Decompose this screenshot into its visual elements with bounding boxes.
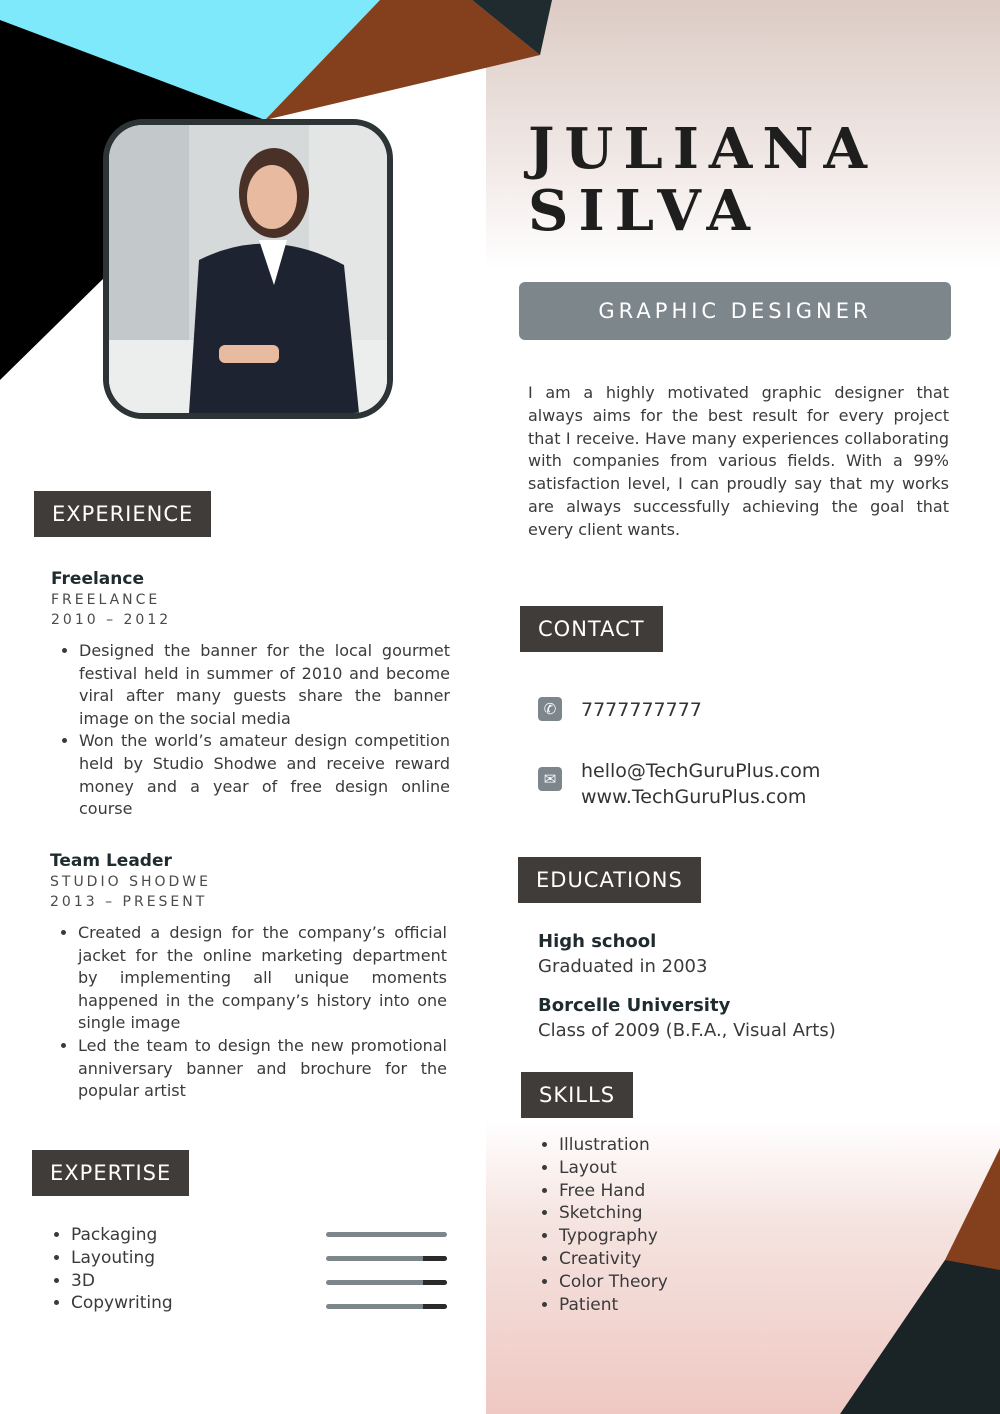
- mail-icon: ✉: [538, 767, 562, 791]
- expertise-level-fill: [423, 1304, 447, 1309]
- contact-heading: CONTACT: [520, 606, 663, 652]
- expertise-item: • Packaging: [71, 1224, 173, 1247]
- job-point: • Led the team to design the new promotional anniversary banner and brochure for the popular artist: [78, 1035, 447, 1103]
- skill-item: • Layout: [559, 1157, 668, 1180]
- experience-entry: [51, 568, 450, 821]
- contact-phone: [538, 697, 702, 723]
- expertise-level-bar: [326, 1232, 447, 1237]
- expertise-list: [51, 1224, 173, 1315]
- educations-heading: EDUCATIONS: [518, 857, 701, 903]
- phone-number: 7777777777: [581, 699, 702, 721]
- skill-item: • Free Hand: [559, 1180, 668, 1203]
- expertise-level-fill: [423, 1256, 447, 1261]
- skill-item: • Color Theory: [559, 1271, 668, 1294]
- expertise-item: • 3D: [71, 1270, 173, 1293]
- expertise-level-fill: [423, 1280, 447, 1285]
- education-detail: Class of 2009 (B.F.A., Visual Arts): [538, 1020, 836, 1041]
- experience-entry: [50, 850, 447, 1103]
- job-title: Team Leader: [50, 851, 172, 871]
- job-points: [51, 640, 450, 821]
- skill-item: • Illustration: [559, 1134, 668, 1157]
- skills-heading: SKILLS: [521, 1072, 633, 1118]
- dark-corner-shape: [840, 1260, 1000, 1414]
- profile-photo: [103, 119, 393, 419]
- job-points: [50, 922, 447, 1103]
- job-company: FREELANCE: [51, 592, 161, 608]
- last-name: SILVA: [528, 178, 760, 244]
- job-point: • Created a design for the company’s official jacket for the online marketing department by implementing all unique moments happened in the company’s history into one single image: [78, 922, 447, 1035]
- school-name: Borcelle University: [538, 995, 731, 1016]
- phone-icon: ✆: [538, 697, 562, 721]
- experience-heading: EXPERIENCE: [34, 491, 211, 537]
- brown-corner-shape: [945, 1148, 1000, 1280]
- job-role-banner: GRAPHIC DESIGNER: [519, 282, 951, 340]
- first-name: JULIANA: [528, 116, 877, 182]
- expertise-level-bar: [326, 1256, 447, 1261]
- skill-item: • Sketching: [559, 1202, 668, 1225]
- bottom-decoration: [840, 1140, 1000, 1414]
- expertise-item: • Layouting: [71, 1247, 173, 1270]
- job-period: 2013 – PRESENT: [50, 894, 208, 910]
- job-point: • Designed the banner for the local gourmet festival held in summer of 2010 and become viral after many guests share the banner image on the social media: [79, 640, 450, 730]
- skill-item: • Creativity: [559, 1248, 668, 1271]
- skills-list: [538, 1134, 668, 1316]
- skill-item: • Patient: [559, 1294, 668, 1317]
- website-url[interactable]: www.TechGuruPlus.com: [581, 786, 807, 808]
- education-entry: [538, 994, 836, 1044]
- email-address[interactable]: hello@TechGuruPlus.com: [581, 760, 821, 782]
- contact-email: [538, 758, 820, 810]
- intro-paragraph: I am a highly motivated graphic designer that always aims for the best result for every project that I receive. Have many experiences collaborating with companies from various fields. With a 99% satisfaction level, I can proudly say that my works are always successfully achieving the goal that every client wants.: [528, 383, 949, 539]
- school-name: High school: [538, 931, 657, 952]
- expertise-heading: EXPERTISE: [32, 1150, 189, 1196]
- education-entry: [538, 930, 707, 980]
- contact-email-text: [581, 758, 820, 810]
- expertise-level-bar: [326, 1280, 447, 1285]
- job-period: 2010 – 2012: [51, 612, 172, 628]
- expertise-level-bar: [326, 1304, 447, 1309]
- job-company: STUDIO SHODWE: [50, 874, 211, 890]
- job-point: • Won the world’s amateur design competition held by Studio Shodwe and receive reward money and a year of free design online course: [79, 730, 450, 820]
- expertise-item: • Copywriting: [71, 1292, 173, 1315]
- skill-item: • Typography: [559, 1225, 668, 1248]
- education-detail: Graduated in 2003: [538, 956, 708, 977]
- job-title: Freelance: [51, 569, 144, 589]
